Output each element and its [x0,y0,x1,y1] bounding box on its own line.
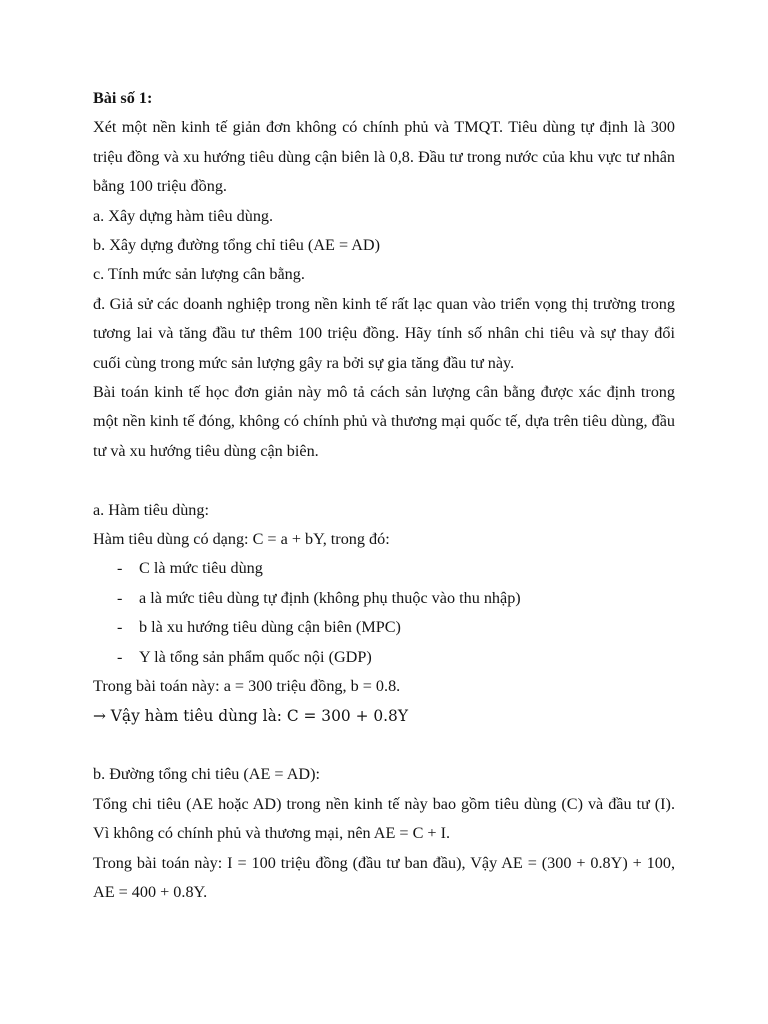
variable-definitions-list [93,554,675,672]
list-dash: - [117,647,123,666]
document-body [93,84,675,907]
list-item-text: b là xu hướng tiêu dùng cận biên (MPC) [139,618,401,637]
question-c: c. Tính mức sản lượng cân bằng. [93,265,305,284]
part-a-heading: a. Hàm tiêu dùng: [93,500,209,519]
part-b-heading: b. Đường tổng chi tiêu (AE = AD): [93,765,320,784]
question-b: b. Xây dựng đường tổng chỉ tiêu (AE = AD) [93,236,381,255]
blank-line [93,731,675,760]
consumption-function-result: → Vậy hàm tiêu dùng là: C = 300 + 0.8Y [93,706,409,725]
exercise-title: Bài số 1: [93,89,153,107]
blank-line [93,466,675,495]
list-dash: - [117,588,123,607]
list-item-text: Y là tổng sản phẩm quốc nội (GDP) [139,647,372,666]
list-dash: - [117,618,123,637]
list-dash: - [117,559,123,578]
list-item [93,554,675,583]
problem-statement: Xét một nền kinh tế giản đơn không có chính phủ và TMQT. Tiêu dùng tự định là 300 triệu đồng và xu hướng tiêu dùng cận biên là 0,8. Đầu tư trong nước của khu vực tư nhân bằng 100 triệu đồng. [93,118,675,196]
list-item-text: C là mức tiêu dùng [139,559,263,578]
list-item [93,613,675,642]
aggregate-expenditure-explanation: Tổng chi tiêu (AE hoặc AD) trong nền kinh tế này bao gồm tiêu dùng (C) và đầu tư (I). Vì không có chính phủ và thương mại, nên AE = C + I. [93,794,675,843]
part-a-values: Trong bài toán này: a = 300 triệu đồng, b = 0.8. [93,677,401,696]
aggregate-expenditure-values: Trong bài toán này: I = 100 triệu đồng (đầu tư ban đầu), Vậy AE = (300 + 0.8Y) + 100, AE = 400 + 0.8Y. [93,853,675,901]
question-a: a. Xây dựng hàm tiêu dùng. [93,206,274,225]
list-item [93,584,675,613]
question-d: đ. Giả sử các doanh nghiệp trong nền kinh tế rất lạc quan vào triển vọng thị trường trong tương lai và tăng đầu tư thêm 100 triệu đồng. Hãy tính số nhân chi tiêu và sự thay đổi cuối cùng trong mức sản lượng gây ra bởi sự gia tăng đầu tư này. [93,294,675,372]
list-item [93,643,675,672]
problem-summary: Bài toán kinh tế học đơn giản này mô tả cách sản lượng cân bằng được xác định trong một nền kinh tế đóng, không có chính phủ và thương mại quốc tế, dựa trên tiêu dùng, đầu tư và xu hướng tiêu dùng cận biên. [93,383,675,460]
list-item-text: a là mức tiêu dùng tự định (không phụ thuộc vào thu nhập) [139,588,521,607]
consumption-function-form: Hàm tiêu dùng có dạng: C = a + bY, trong đó: [93,530,390,549]
